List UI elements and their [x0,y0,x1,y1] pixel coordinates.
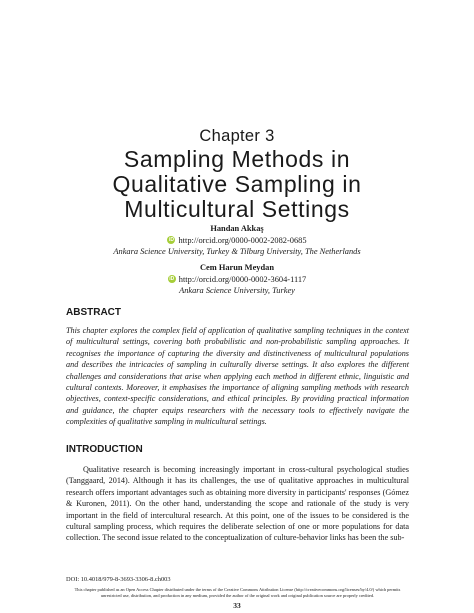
chapter-title [0,147,474,222]
author-block [0,262,474,297]
author-name: Cem Harun Meydan [200,263,274,272]
abstract-heading: ABSTRACT [66,307,121,318]
author-name: Handan Akkaş [210,224,264,233]
doi: DOI: 10.4018/979-8-3693-3306-8.ch003 [66,576,171,583]
introduction-text: Qualitative research is becoming increasingly important in cross-cultural psychological studies (Tanggaard, 2014). Although it has its challenges, the use of qualitative approaches in multicultural research offers important advantages such as obtaining more diversity in participants' responses (Gómez & Kuronen, 2011). On the other hand, understanding the scope and rationale of the study is very important in the field of intercultural research. At this point, one of the issues to be considered is the cultural sampling process, which requires the deliberate selection of one or more populations for data collection. The second issue related to the conceptualization of culture-behavior links has been the sub- [66,465,409,543]
orcid-icon: iD [169,276,175,283]
orcid-link[interactable]: http://orcid.org/0000-0002-2082-0685 [178,235,307,245]
author-block [0,223,474,258]
author-affiliation: Ankara Science University, Turkey & Tilburg University, The Netherlands [113,247,361,256]
abstract-text: This chapter explores the complex field of application of qualitative sampling techniques in the context of multicultural settings, covering both probabilistic and non-probabilistic sampling approaches. It recognises the importance of capturing the diversity and distinctiveness of multicultural populations and describes the intricacies of sampling in culturally diverse settings. It also explores the different challenges and considerations that arise when applying each method in different ethnic, linguistic and cultural contexts. Moreover, it emphasises the importance of aligning sampling methods with research objectives, context-specific considerations, and ethical principles. By providing practical information and guidance, the chapter equips researchers with the necessary tools to effectively navigate the complexities of qualitative sampling in multicultural settings. [66,326,409,427]
author-affiliation: Ankara Science University, Turkey [179,286,295,295]
page-number: 33 [233,601,241,610]
title-line: Multicultural Settings [124,196,350,222]
license-notice: This chapter published as an Open Access Chapter distributed under the terms of the Creative Commons Attribution License (http://creativecommons.org/licenses/by/4.0/) which permits unrestricted use, distribution, and production in any medium, provided the author of the original work and original publication source are properly credited. [74,587,401,598]
chapter-number: Chapter 3 [199,127,275,145]
orcid-link[interactable]: http://orcid.org/0000-0002-3604-1117 [178,274,307,284]
orcid-line [0,235,474,247]
orcid-line [0,274,474,286]
title-line: Qualitative Sampling in [112,171,362,197]
introduction-heading: INTRODUCTION [66,444,143,455]
title-line: Sampling Methods in [123,146,351,172]
orcid-icon: iD [168,237,174,244]
